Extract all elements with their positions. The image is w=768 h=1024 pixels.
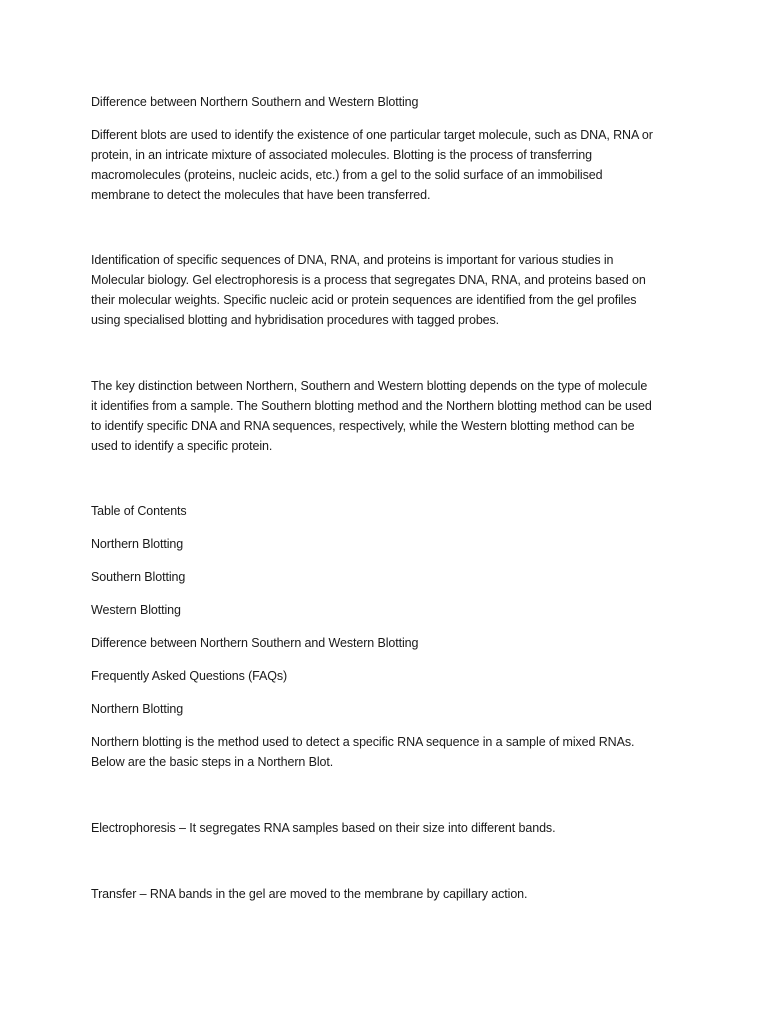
intro-line-1: Different blots are used to identify the existence of one particular target molecule, such as DNA, RNA or xyxy=(91,128,653,142)
document-title: Difference between Northern Southern and Western Blotting xyxy=(91,95,419,109)
northern-step-transfer: Transfer – RNA bands in the gel are moved to the membrane by capillary action. xyxy=(91,887,528,901)
toc-item-western: Western Blotting xyxy=(91,603,181,617)
para3-line-1: The key distinction between Northern, Southern and Western blotting depends on the type of molecule xyxy=(91,379,648,393)
para2-line-4: using specialised blotting and hybridisation procedures with tagged probes. xyxy=(91,313,500,327)
para2-line-1: Identification of specific sequences of DNA, RNA, and proteins is important for various studies in xyxy=(91,253,614,267)
toc-item-faqs: Frequently Asked Questions (FAQs) xyxy=(91,669,288,683)
toc-item-northern: Northern Blotting xyxy=(91,537,184,551)
intro-line-4: membrane to detect the molecules that have been transferred. xyxy=(91,188,431,202)
intro-line-2: protein, in an intricate mixture of associated molecules. Blotting is the process of transferring xyxy=(91,148,592,162)
toc-item-difference: Difference between Northern Southern and Western Blotting xyxy=(91,636,419,650)
toc-item-southern: Southern Blotting xyxy=(91,570,186,584)
para2-line-3: their molecular weights. Specific nucleic acid or protein sequences are identified from the gel profiles xyxy=(91,293,637,307)
northern-step-electrophoresis: Electrophoresis – It segregates RNA samples based on their size into different bands. xyxy=(91,821,556,835)
para3-line-2: it identifies from a sample. The Southern blotting method and the Northern blotting method can be used xyxy=(91,399,652,413)
para3-line-3: to identify specific DNA and RNA sequences, respectively, while the Western blotting method can be xyxy=(91,419,635,433)
northern-desc-line-1: Northern blotting is the method used to detect a specific RNA sequence in a sample of mixed RNAs. xyxy=(91,735,635,749)
para3-line-4: used to identify a specific protein. xyxy=(91,439,273,453)
northern-heading: Northern Blotting xyxy=(91,702,184,716)
northern-desc-line-2: Below are the basic steps in a Northern Blot. xyxy=(91,755,334,769)
para2-line-2: Molecular biology. Gel electrophoresis is a process that segregates DNA, RNA, and proteins based on xyxy=(91,273,646,287)
intro-line-3: macromolecules (proteins, nucleic acids, etc.) from a gel to the solid surface of an immobilised xyxy=(91,168,603,182)
toc-heading: Table of Contents xyxy=(91,504,187,518)
